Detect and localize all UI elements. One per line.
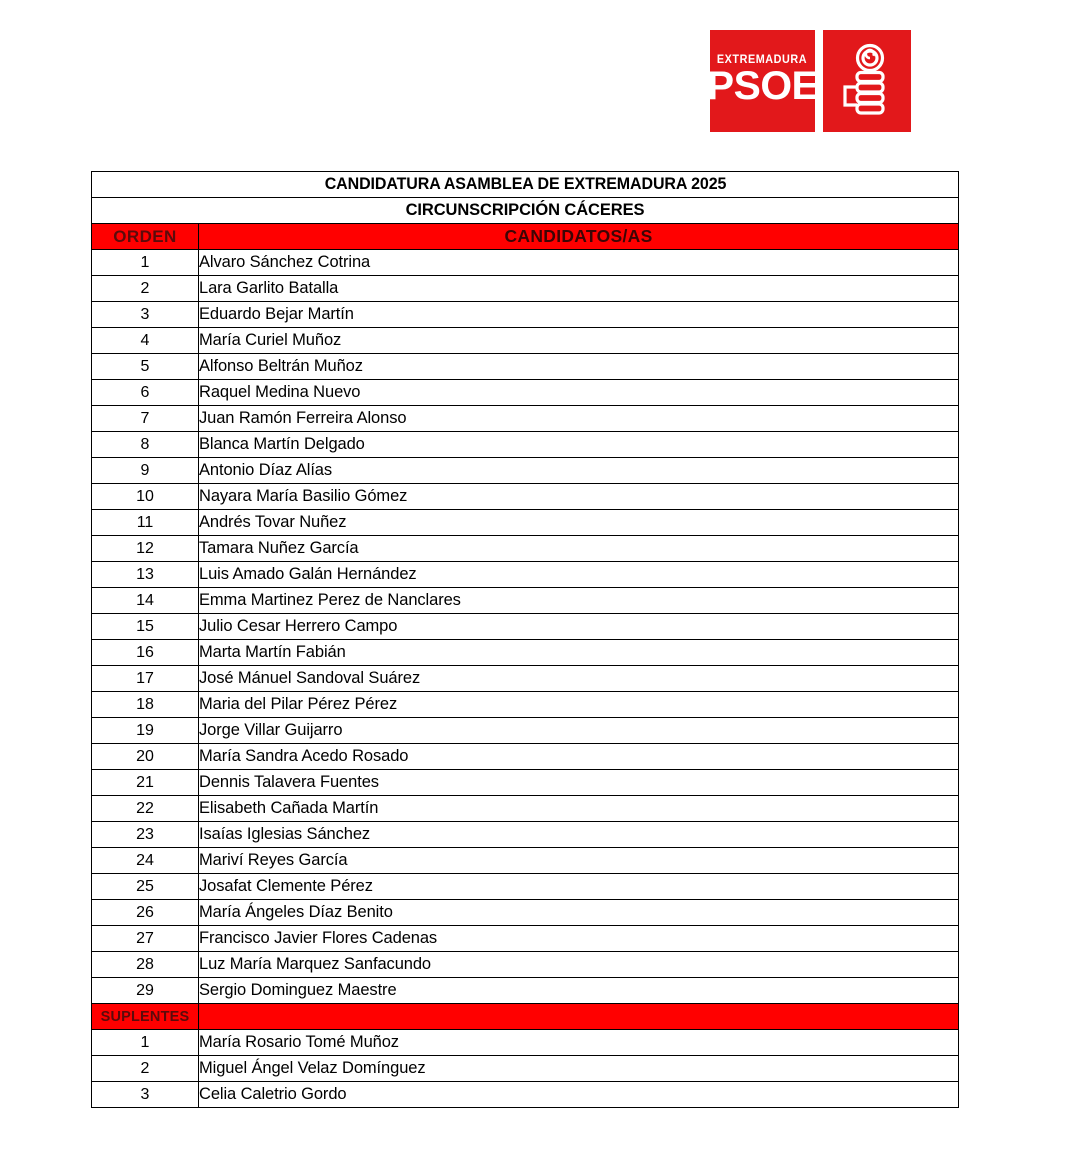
table-row [92,354,959,380]
table-row [92,302,959,328]
table-row [92,250,959,276]
table-row [92,588,959,614]
order-number: 3 [92,302,199,328]
candidate-name: Luis Amado Galán Hernández [199,562,959,588]
candidate-name: Isaías Iglesias Sánchez [199,822,959,848]
candidate-name: Maria del Pilar Pérez Pérez [199,692,959,718]
candidate-name: Dennis Talavera Fuentes [199,770,959,796]
order-number: 14 [92,588,199,614]
order-number: 24 [92,848,199,874]
page-title: CANDIDATURA ASAMBLEA DE EXTREMADURA 2025 [105,172,946,198]
table-row [92,744,959,770]
table-row [92,952,959,978]
table-row [92,536,959,562]
order-number: 23 [92,822,199,848]
candidate-name: Julio Cesar Herrero Campo [199,614,959,640]
table-row [92,874,959,900]
table-row [92,718,959,744]
candidate-name: María Rosario Tomé Muñoz [199,1030,959,1056]
candidate-name: Jorge Villar Guijarro [199,718,959,744]
order-number: 19 [92,718,199,744]
candidate-name: Emma Martinez Perez de Nanclares [199,588,959,614]
table-row [92,1030,959,1056]
candidate-name: Juan Ramón Ferreira Alonso [199,406,959,432]
table-row [92,640,959,666]
candidate-name: Francisco Javier Flores Cadenas [199,926,959,952]
table-row [92,1056,959,1082]
order-number: 29 [92,978,199,1004]
table-title-row [92,172,959,198]
candidate-name: Nayara María Basilio Gómez [199,484,959,510]
order-number: 26 [92,900,199,926]
table-row [92,666,959,692]
candidate-name: María Ángeles Díaz Benito [199,900,959,926]
order-number: 18 [92,692,199,718]
suplentes-header-empty-cell [199,1004,959,1030]
psoe-extremadura-logo [706,30,911,132]
order-number: 17 [92,666,199,692]
candidate-name: Lara Garlito Batalla [199,276,959,302]
candidate-name: Elisabeth Cañada Martín [199,796,959,822]
candidate-name: Mariví Reyes García [199,848,959,874]
candidate-name: Andrés Tovar Nuñez [199,510,959,536]
candidate-name: Josafat Clemente Pérez [199,874,959,900]
order-number: 2 [92,276,199,302]
candidate-name: Luz María Marquez Sanfacundo [199,952,959,978]
table-row [92,692,959,718]
logo-party-label: PSOE [706,63,819,108]
order-number: 2 [92,1056,199,1082]
order-number: 28 [92,952,199,978]
suplentes-section-header [92,1004,959,1030]
fist-and-rose-icon [839,43,895,119]
candidate-name: Antonio Díaz Alías [199,458,959,484]
table-row [92,510,959,536]
table-row [92,770,959,796]
constituency-label: CIRCUNSCRIPCIÓN CÁCERES [92,198,959,224]
suplentes-label: SUPLENTES [92,1004,199,1030]
candidate-name: Marta Martín Fabián [199,640,959,666]
order-number: 22 [92,796,199,822]
candidate-name: Raquel Medina Nuevo [199,380,959,406]
order-number: 21 [92,770,199,796]
candidate-name: Celia Caletrio Gordo [199,1082,959,1108]
order-number: 20 [92,744,199,770]
order-number: 8 [92,432,199,458]
order-number: 1 [92,250,199,276]
table-row [92,458,959,484]
order-number: 1 [92,1030,199,1056]
order-number: 10 [92,484,199,510]
candidate-name: Eduardo Bejar Martín [199,302,959,328]
table-row [92,900,959,926]
order-number: 5 [92,354,199,380]
table-row [92,484,959,510]
table-row [92,822,959,848]
order-number: 4 [92,328,199,354]
psoe-wordmark-panel [706,30,819,132]
table-subtitle-row [92,198,959,224]
order-number: 16 [92,640,199,666]
table-row [92,276,959,302]
candidate-name: Alfonso Beltrán Muñoz [199,354,959,380]
table-row [92,380,959,406]
table-row [92,978,959,1004]
column-header-candidates: CANDIDATOS/AS [199,224,959,250]
table-row [92,848,959,874]
table-row [92,328,959,354]
table-row [92,614,959,640]
order-number: 6 [92,380,199,406]
table-row [92,796,959,822]
candidacy-table [91,171,959,1108]
order-number: 13 [92,562,199,588]
order-number: 15 [92,614,199,640]
order-number: 25 [92,874,199,900]
table-row [92,406,959,432]
table-row [92,926,959,952]
order-number: 9 [92,458,199,484]
table-row [92,562,959,588]
candidate-name: María Sandra Acedo Rosado [199,744,959,770]
table-row [92,1082,959,1108]
psoe-emblem-panel [823,30,911,132]
candidate-name: Alvaro Sánchez Cotrina [199,250,959,276]
order-number: 11 [92,510,199,536]
order-number: 27 [92,926,199,952]
table-header-row [92,224,959,250]
column-header-order: ORDEN [92,224,199,250]
order-number: 3 [92,1082,199,1108]
candidate-name: Blanca Martín Delgado [199,432,959,458]
candidate-name: Sergio Dominguez Maestre [199,978,959,1004]
candidate-name: Tamara Nuñez García [199,536,959,562]
table-row [92,432,959,458]
order-number: 7 [92,406,199,432]
candidate-name: José Mánuel Sandoval Suárez [199,666,959,692]
logo-region-label: EXTREMADURA [717,54,808,67]
order-number: 12 [92,536,199,562]
candidate-name: María Curiel Muñoz [199,328,959,354]
candidate-name: Miguel Ángel Velaz Domínguez [199,1056,959,1082]
